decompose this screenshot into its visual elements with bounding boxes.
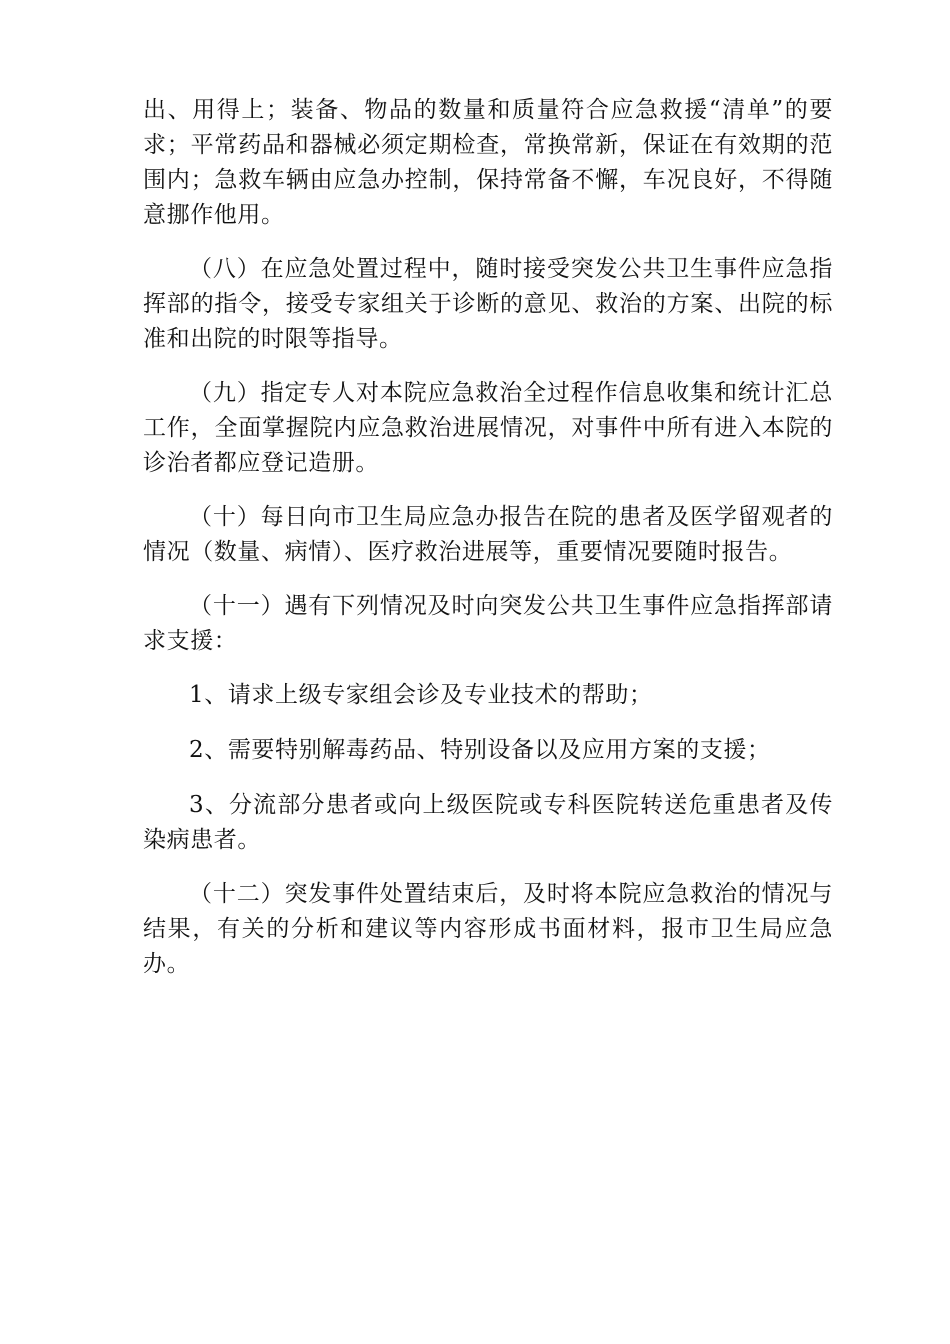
paragraph-item-9: （九）指定专人对本院应急救治全过程作信息收集和统计汇总工作，全面掌握院内应急救治进展情况，对事件中所有进入本院的诊治者都应登记造册。 [143,380,833,476]
paragraph-equipment-requirements: 出、用得上；装备、物品的数量和质量符合应急救援“清单”的要求；平常药品和器械必须定期检查，常换常新，保证在有效期的范围内；急救车辆由应急办控制，保持常备不懈，车况良好，不得随意挪作他用。 [143,97,833,228]
paragraph-item-11: （十一）遇有下列情况及时向突发公共卫生事件应急指挥部请求支援： [143,593,833,654]
paragraph-item-8: （八）在应急处置过程中，随时接受突发公共卫生事件应急指挥部的指令，接受专家组关于诊断的意见、救治的方案、出院的标准和出院的时限等指导。 [143,256,833,352]
document-body [143,93,833,1001]
list-item-1: 1、请求上级专家组会诊及专业技术的帮助； [189,682,653,708]
paragraph-item-10: （十）每日向市卫生局应急办报告在院的患者及医学留观者的情况（数量、病情）、医疗救治进展等，重要情况要随时报告。 [143,504,833,565]
list-item-3: 3、分流部分患者或向上级医院或专科医院转送危重患者及传染病患者。 [143,792,833,853]
paragraph-item-12: （十二）突发事件处置结束后，及时将本院应急救治的情况与结果，有关的分析和建议等内容形成书面材料，报市卫生局应急办。 [143,881,833,977]
list-item-2: 2、需要特别解毒药品、特别设备以及应用方案的支援； [189,737,771,763]
